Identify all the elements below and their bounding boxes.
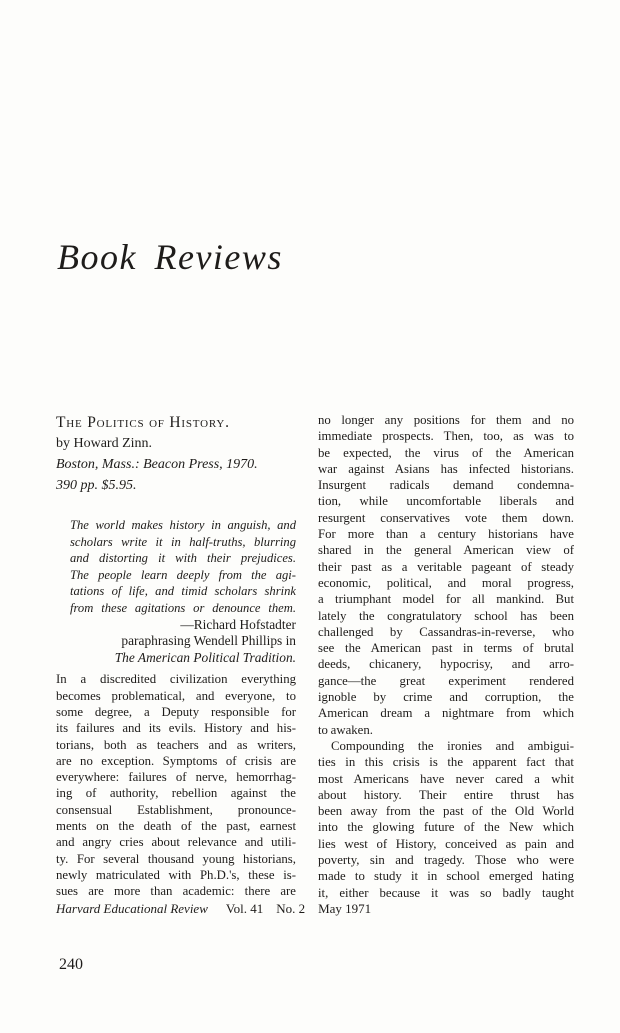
text-line: For more than a century historians have [318, 527, 574, 542]
book-publisher: Boston, Mass.: Beacon Press, 1970. [56, 457, 258, 472]
text-line: —Richard Hofstadter [180, 616, 296, 632]
text-line: its failures and its evils. History and his- [56, 721, 296, 736]
text-line: Compounding the ironies and ambigui- [331, 738, 574, 753]
right-column [318, 412, 574, 901]
book-citation [56, 412, 296, 496]
page-number: 240 [59, 956, 83, 973]
text-line: are no exception. Symptoms of crisis are [56, 753, 296, 768]
body-paragraph-left [56, 671, 296, 899]
text-line: tations of life, and timid scholars shrink [70, 584, 296, 599]
book-author: by Howard Zinn. [56, 436, 153, 451]
text-line: sues are more than academic: there are [56, 884, 296, 899]
text-line: In a discredited civilization everything [56, 672, 296, 687]
text-line: ments on the death of the past, earnest [56, 819, 296, 834]
text-line: into the glowing future of the New which [318, 820, 574, 835]
text-line: made to study it in school emerged hating [318, 869, 574, 884]
page-title: Book Reviews [57, 237, 283, 277]
text-line: a triumphant model for all mankind. But [318, 592, 574, 607]
book-title: The Politics of History. [56, 414, 230, 431]
text-line: see the American past in terms of brutal [318, 641, 574, 656]
text-line: been away from the past of the Old World [318, 804, 574, 819]
text-line: poverty, sin and tragedy. Those who were [318, 853, 574, 868]
text-line: about history. Their entire thrust has [318, 787, 574, 802]
text-line: The world makes history in anguish, and [70, 518, 296, 532]
book-pages-price: 390 pp. $5.95. [56, 478, 137, 493]
text-line: becomes problematical, and everyone, to [56, 688, 296, 703]
text-line: and angry cries about relevance and utili- [56, 835, 296, 850]
text-line: Insurgent radicals demand condemna- [318, 478, 574, 493]
text-line: tion, while uncomfortable liberals and [318, 494, 574, 509]
left-column [56, 412, 296, 900]
text-line: challenged by Cassandras-in-reverse, who [318, 624, 574, 639]
text-line: lately the congratulatory school has been [318, 608, 574, 623]
text-line: ing of authority, rebellion against the [56, 786, 296, 801]
text-line: economic, political, and moral progress, [318, 575, 574, 590]
text-line: from these agitations or denounce them. [70, 600, 296, 615]
text-line: immediate prospects. Then, too, as was to [318, 429, 574, 444]
text-line: newly matriculated with Ph.D.'s, these is- [56, 867, 296, 882]
body-paragraph-right-2 [318, 738, 574, 901]
text-line: shared in the general American view of [318, 543, 574, 558]
text-line: most Americans have never cared a whit [318, 771, 574, 786]
journal-footer [56, 901, 371, 917]
quote-attribution [56, 617, 296, 667]
text-line: torians, both as teachers and as writers, [56, 737, 296, 752]
text-line: ties in this crisis is the apparent fact that [318, 755, 574, 770]
text-line: and distorting it with their prejudices. [70, 551, 296, 566]
text-line: gance—the great experiment rendered [318, 673, 574, 688]
text-line: paraphrasing Wendell Phillips in [121, 633, 296, 649]
text-line: ty. For several thousand young historians, [56, 851, 296, 866]
text-line: lies west of History, conceived as pain and [318, 836, 574, 851]
text-line: The American Political Tradition. [114, 649, 296, 665]
journal-name: Harvard Educational Review [56, 901, 208, 916]
text-line: ignoble by crime and corruption, the [318, 690, 574, 705]
journal-volume: Vol. 41 [225, 901, 264, 916]
text-line: to awaken. [318, 722, 373, 737]
text-line: deeds, chicanery, hypocrisy, and arro- [318, 657, 574, 672]
text-line: their past as a veritable pageant of steady [318, 559, 574, 574]
text-line: everywhere: failures of nerve, hemorrhag- [56, 770, 296, 785]
text-line: no longer any positions for them and no [318, 413, 574, 427]
epigraph-quote [70, 517, 296, 617]
journal-issue-number: No. 2 [276, 901, 306, 916]
text-line: consensual Establishment, pronounce- [56, 802, 296, 817]
journal-date: May 1971 [318, 901, 372, 916]
text-line: be expected, the virus of the American [318, 445, 574, 460]
text-line: The people learn deeply from the agi- [70, 567, 296, 582]
text-line: some degree, a Deputy responsible for [56, 704, 296, 719]
text-line: it, either because it was so badly taught [318, 885, 574, 900]
text-line: scholars write it in half-truths, blurring [70, 534, 296, 549]
text-line: American dream a nightmare from which [318, 706, 574, 721]
body-paragraph-right-1 [318, 412, 574, 738]
text-line: war against Asians has infected historians. [318, 461, 574, 476]
text-line: resurgent conservatives vote them down. [318, 510, 574, 525]
